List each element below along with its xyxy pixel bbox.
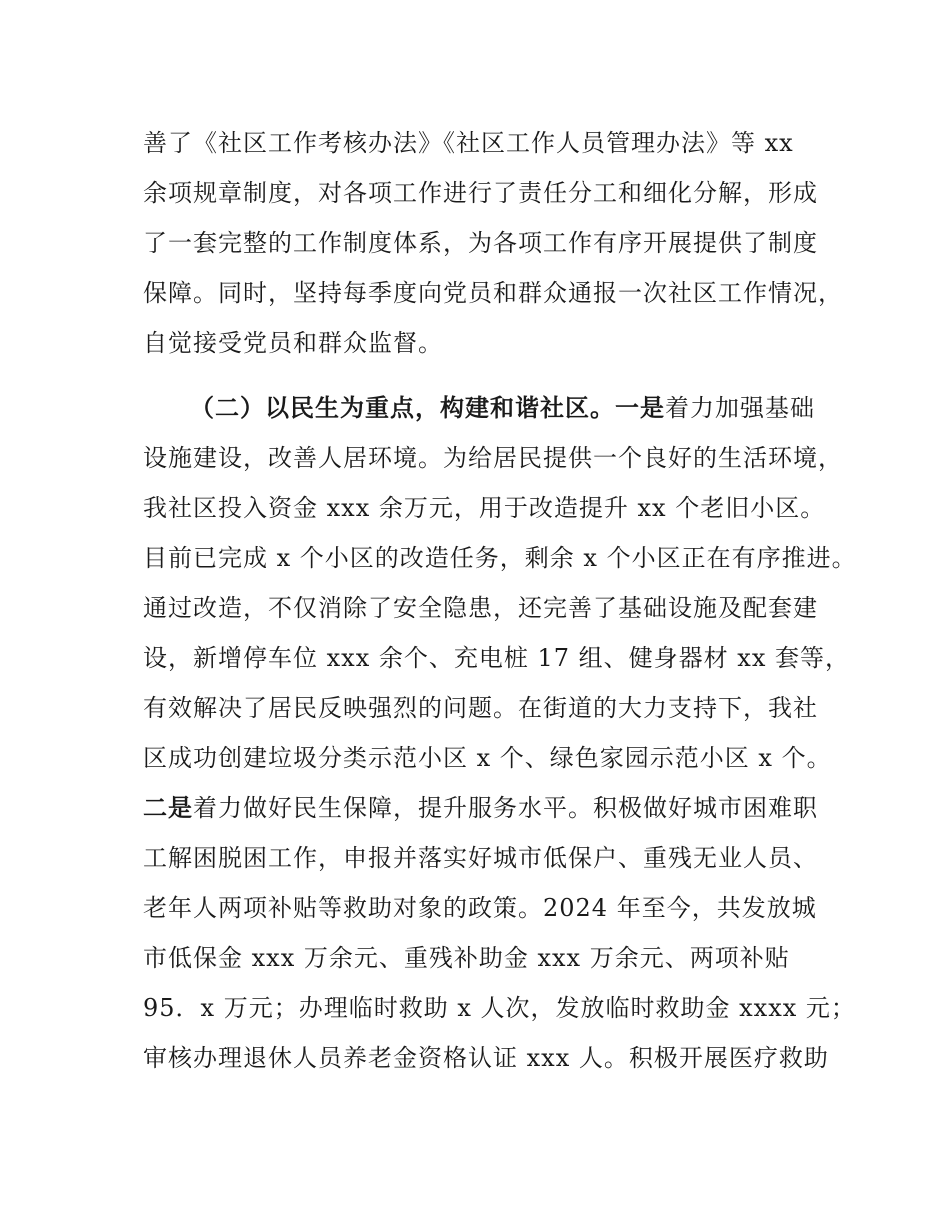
text-line: 审核办理退休人员养老金资格认证 xxx 人。积极开展医疗救助 bbox=[143, 1044, 829, 1072]
point-marker: 二是 bbox=[143, 794, 193, 822]
text-line: 市低保金 xxx 万余元、重残补助金 xxx 万余元、两项补贴 bbox=[143, 944, 790, 972]
text-line: 95．x 万元；办理临时救助 x 人次，发放临时救助金 xxxx 元； bbox=[143, 994, 856, 1022]
text-line: 工解困脱困工作，申报并落实好城市低保户、重残无业人员、 bbox=[143, 844, 818, 872]
text-line: 区成功创建垃圾分类示范小区 x 个、绿色家园示范小区 x 个。 bbox=[143, 744, 832, 772]
text-line: 了一套完整的工作制度体系，为各项工作有序开展提供了制度 bbox=[143, 229, 818, 257]
text-line: 保障。同时，坚持每季度向党员和群众通报一次社区工作情况， bbox=[143, 279, 843, 307]
text-run: 着力做好民生保障，提升服务水平。积极做好城市困难职 bbox=[193, 794, 818, 822]
section-heading: （二）以民生为重点，构建和谐社区。 bbox=[190, 394, 615, 422]
text-line: 有效解决了居民反映强烈的问题。在街道的大力支持下，我社 bbox=[143, 694, 818, 722]
point-marker: 一是 bbox=[615, 394, 665, 422]
text-line: 目前已完成 x 个小区的改造任务，剩余 x 个小区正在有序推进。 bbox=[143, 544, 857, 572]
text-line: 通过改造，不仅消除了安全隐患，还完善了基础设施及配套建 bbox=[143, 594, 818, 622]
section-heading-line bbox=[190, 393, 815, 423]
text-line: 老年人两项补贴等救助对象的政策。2024 年至今，共发放城 bbox=[143, 894, 817, 922]
text-line: 设施建设，改善人居环境。为给居民提供一个良好的生活环境， bbox=[143, 444, 843, 472]
text-run: 着力加强基础 bbox=[665, 394, 815, 422]
text-line: 善了《社区工作考核办法》《社区工作人员管理办法》等 xx bbox=[143, 129, 794, 157]
text-line bbox=[143, 793, 818, 823]
text-line: 设，新增停车位 xxx 余个、充电桩 17 组、健身器材 xx 套等， bbox=[143, 644, 850, 672]
text-line: 我社区投入资金 xxx 余万元，用于改造提升 xx 个老旧小区。 bbox=[143, 494, 826, 522]
text-line: 余项规章制度，对各项工作进行了责任分工和细化分解，形成 bbox=[143, 179, 818, 207]
text-line: 自觉接受党员和群众监督。 bbox=[143, 329, 443, 357]
